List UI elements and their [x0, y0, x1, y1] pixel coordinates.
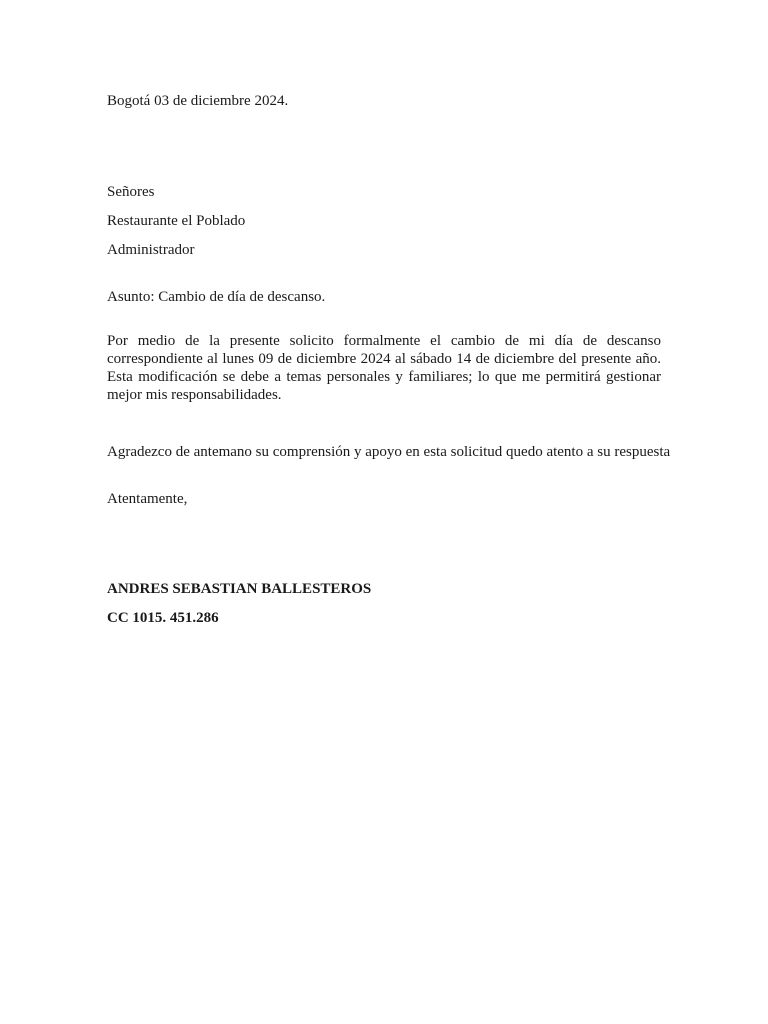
letter-thanks: Agradezco de antemano su comprensión y apoyo en esta solicitud quedo atento a su respuesta — [107, 444, 671, 460]
letter-subject: Asunto: Cambio de día de descanso. — [107, 289, 326, 305]
body-line: mejor mis responsabilidades. — [107, 387, 282, 403]
recipient-salutation: Señores — [107, 184, 155, 200]
body-line: correspondiente al lunes 09 de diciembre 2024 al sábado 14 de diciembre del presente año. — [107, 351, 661, 367]
letter-closing: Atentamente, — [107, 491, 188, 507]
signer-id: CC 1015. 451.286 — [107, 610, 219, 626]
letter-body — [107, 332, 661, 404]
body-line: Por medio de la presente solicito formalmente el cambio de mi día de descanso — [107, 333, 661, 349]
recipient-company: Restaurante el Poblado — [107, 213, 246, 229]
signer-name: ANDRES SEBASTIAN BALLESTEROS — [107, 581, 372, 597]
recipient-role: Administrador — [107, 242, 195, 258]
letter-date: Bogotá 03 de diciembre 2024. — [107, 93, 289, 109]
body-line: Esta modificación se debe a temas personales y familiares; lo que me permitirá gestionar — [107, 369, 661, 385]
